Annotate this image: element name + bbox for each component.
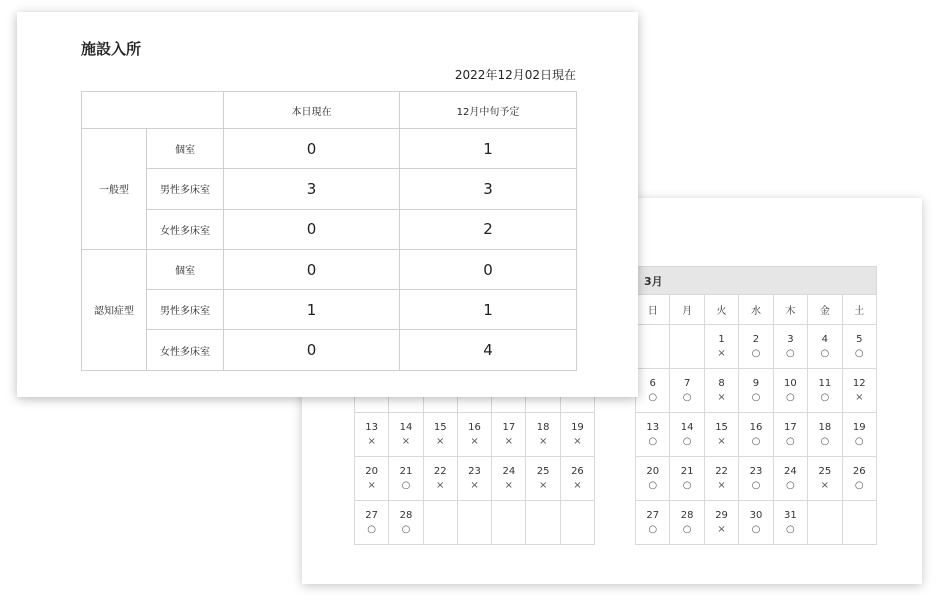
calendar-day-cell bbox=[423, 457, 457, 501]
calendar-day-cell bbox=[739, 369, 773, 413]
today-count: 3 bbox=[224, 169, 400, 209]
calendar-day-cell bbox=[526, 501, 560, 545]
day-number: 22 bbox=[433, 466, 447, 477]
day-number: 22 bbox=[715, 466, 728, 477]
calendar-week-row bbox=[355, 457, 595, 501]
calendar-day-cell bbox=[492, 413, 526, 457]
day-number: 20 bbox=[646, 466, 660, 477]
day-number: 26 bbox=[571, 466, 584, 477]
calendar-day-cell bbox=[389, 457, 423, 501]
availability-mark: ○ bbox=[820, 436, 830, 447]
day-number: 30 bbox=[749, 510, 763, 521]
table-row bbox=[82, 330, 577, 370]
calendar-day-cell bbox=[739, 457, 773, 501]
table-header-row bbox=[82, 92, 577, 129]
calendar-day-cell bbox=[704, 369, 738, 413]
calendar-day-cell bbox=[355, 413, 389, 457]
calendar-day-cell bbox=[355, 501, 389, 545]
availability-mark: × bbox=[820, 480, 830, 491]
calendar-day-cell bbox=[457, 413, 491, 457]
day-number: 2 bbox=[752, 334, 760, 345]
availability-mark: × bbox=[573, 480, 582, 491]
room-label: 男性多床室 bbox=[147, 169, 224, 209]
planned-count: 3 bbox=[400, 169, 577, 209]
availability-mark: × bbox=[436, 436, 445, 447]
availability-mark: ○ bbox=[751, 348, 761, 359]
calendar-day-cell bbox=[704, 501, 738, 545]
availability-mark: ○ bbox=[854, 480, 864, 491]
calendar-week-row bbox=[636, 457, 877, 501]
table-row bbox=[82, 290, 577, 330]
room-label: 個室 bbox=[147, 249, 224, 289]
availability-mark: ○ bbox=[648, 480, 658, 491]
day-number: 13 bbox=[646, 422, 660, 433]
availability-mark: × bbox=[717, 348, 726, 359]
calendar-day-cell bbox=[670, 369, 704, 413]
weekday-tue: 火 bbox=[704, 295, 738, 325]
calendar-day-cell bbox=[704, 457, 738, 501]
availability-mark: ○ bbox=[786, 392, 795, 403]
calendar-day-cell bbox=[423, 413, 457, 457]
availability-mark: ○ bbox=[786, 524, 795, 535]
calendar-day-cell bbox=[423, 501, 457, 545]
calendar-day-cell bbox=[842, 413, 876, 457]
room-label: 個室 bbox=[147, 129, 224, 169]
header-corner bbox=[82, 92, 224, 129]
calendar-day-cell bbox=[389, 501, 423, 545]
calendar-day-cell bbox=[670, 325, 704, 369]
calendar-day-cell bbox=[560, 501, 594, 545]
availability-mark: × bbox=[470, 480, 479, 491]
day-number: 15 bbox=[715, 422, 728, 433]
calendar-day-cell bbox=[389, 413, 423, 457]
calendar-day-cell bbox=[704, 413, 738, 457]
calendar-day-cell bbox=[773, 325, 807, 369]
group-label: 一般型 bbox=[82, 129, 147, 250]
day-number: 3 bbox=[787, 334, 794, 345]
calendar-day-cell bbox=[670, 501, 704, 545]
occupancy-table bbox=[81, 91, 577, 371]
availability-mark: ○ bbox=[648, 436, 658, 447]
calendar-day-cell bbox=[739, 501, 773, 545]
calendar-week-row bbox=[355, 413, 595, 457]
day-number: 18 bbox=[536, 422, 550, 433]
calendar-day-cell bbox=[842, 457, 876, 501]
availability-mark: ○ bbox=[682, 436, 692, 447]
today-count: 0 bbox=[224, 330, 400, 370]
day-number: 15 bbox=[433, 422, 447, 433]
calendar-day-cell bbox=[636, 369, 670, 413]
group-label: 認知症型 bbox=[82, 249, 147, 370]
day-number: 13 bbox=[365, 422, 379, 433]
as-of-date: 2022年12月02日現在 bbox=[454, 68, 576, 82]
planned-count: 0 bbox=[400, 249, 577, 289]
availability-mark: ○ bbox=[820, 348, 830, 359]
table-row bbox=[82, 129, 577, 169]
table-row bbox=[82, 209, 577, 249]
day-number: 11 bbox=[818, 378, 832, 389]
calendar-week-row bbox=[636, 369, 877, 413]
weekday-sat: 土 bbox=[842, 295, 876, 325]
table-row bbox=[82, 249, 577, 289]
calendar-day-cell bbox=[560, 413, 594, 457]
availability-mark: ○ bbox=[854, 348, 864, 359]
today-count: 1 bbox=[224, 290, 400, 330]
calendar-day-cell bbox=[636, 325, 670, 369]
availability-mark: × bbox=[401, 436, 411, 447]
day-number: 9 bbox=[752, 378, 760, 389]
calendar-day-cell bbox=[808, 457, 842, 501]
availability-mark: × bbox=[538, 480, 548, 491]
availability-mark: ○ bbox=[820, 392, 830, 403]
day-number: 14 bbox=[680, 422, 694, 433]
day-number: 27 bbox=[365, 510, 379, 521]
calendar-week-row bbox=[636, 501, 877, 545]
calendar-day-cell bbox=[457, 501, 491, 545]
day-number: 7 bbox=[683, 378, 691, 389]
calendar-day-cell bbox=[670, 413, 704, 457]
day-number: 5 bbox=[856, 334, 863, 345]
calendar-day-cell bbox=[636, 501, 670, 545]
availability-mark: × bbox=[717, 524, 726, 535]
room-label: 女性多床室 bbox=[147, 330, 224, 370]
calendar-day-cell bbox=[842, 325, 876, 369]
calendar-month-label: 3月 bbox=[636, 267, 877, 295]
calendar-march bbox=[635, 266, 877, 545]
calendar-week-row bbox=[355, 501, 595, 545]
day-number: 31 bbox=[784, 510, 797, 521]
facility-card bbox=[17, 12, 638, 397]
availability-mark: ○ bbox=[854, 436, 864, 447]
availability-mark: ○ bbox=[751, 392, 761, 403]
availability-mark: ○ bbox=[751, 524, 761, 535]
calendar-day-cell bbox=[560, 457, 594, 501]
planned-count: 2 bbox=[400, 209, 577, 249]
calendar-week-row bbox=[636, 325, 877, 369]
weekday-mon: 月 bbox=[670, 295, 704, 325]
calendar-mar-body bbox=[636, 325, 877, 545]
day-number: 23 bbox=[749, 466, 763, 477]
today-count: 0 bbox=[224, 249, 400, 289]
calendar-day-cell bbox=[355, 457, 389, 501]
availability-mark: × bbox=[717, 480, 726, 491]
day-number: 8 bbox=[718, 378, 725, 389]
day-number: 16 bbox=[749, 422, 763, 433]
day-number: 17 bbox=[502, 422, 516, 433]
day-number: 28 bbox=[680, 510, 694, 521]
day-number: 21 bbox=[399, 466, 413, 477]
day-number: 20 bbox=[365, 466, 379, 477]
availability-mark: × bbox=[470, 436, 479, 447]
planned-count: 1 bbox=[400, 129, 577, 169]
header-today: 本日現在 bbox=[224, 92, 400, 129]
availability-mark: ○ bbox=[786, 480, 795, 491]
availability-mark: ○ bbox=[682, 480, 692, 491]
availability-mark: × bbox=[436, 480, 445, 491]
availability-mark: × bbox=[717, 392, 726, 403]
weekday-fri: 金 bbox=[808, 295, 842, 325]
day-number: 23 bbox=[468, 466, 481, 477]
day-number: 10 bbox=[784, 378, 797, 389]
calendar-day-cell bbox=[457, 457, 491, 501]
day-number: 28 bbox=[399, 510, 413, 521]
table-row bbox=[82, 169, 577, 209]
availability-mark: × bbox=[504, 480, 514, 491]
availability-mark: × bbox=[717, 436, 726, 447]
calendar-day-cell bbox=[808, 325, 842, 369]
page-title: 施設入所 bbox=[81, 40, 142, 58]
availability-mark: ○ bbox=[786, 348, 795, 359]
calendar-day-cell bbox=[704, 325, 738, 369]
weekday-thu: 木 bbox=[773, 295, 807, 325]
availability-mark: ○ bbox=[648, 524, 658, 535]
room-label: 男性多床室 bbox=[147, 290, 224, 330]
availability-mark: × bbox=[504, 436, 514, 447]
calendar-day-cell bbox=[636, 457, 670, 501]
calendar-day-cell bbox=[773, 457, 807, 501]
availability-mark: ○ bbox=[786, 436, 795, 447]
today-count: 0 bbox=[224, 129, 400, 169]
day-number: 24 bbox=[784, 466, 797, 477]
calendar-day-cell bbox=[808, 369, 842, 413]
weekday-wed: 水 bbox=[739, 295, 773, 325]
planned-count: 4 bbox=[400, 330, 577, 370]
calendar-day-cell bbox=[526, 413, 560, 457]
calendar-day-cell bbox=[739, 325, 773, 369]
availability-mark: ○ bbox=[401, 524, 411, 535]
weekday-header-row bbox=[636, 295, 877, 325]
availability-mark: ○ bbox=[367, 524, 377, 535]
occupancy-table-body bbox=[82, 129, 577, 371]
day-number: 19 bbox=[571, 422, 584, 433]
calendar-day-cell bbox=[773, 369, 807, 413]
calendar-day-cell bbox=[842, 501, 876, 545]
calendar-day-cell bbox=[492, 457, 526, 501]
day-number: 25 bbox=[536, 466, 550, 477]
day-number: 21 bbox=[680, 466, 694, 477]
weekday-sun: 日 bbox=[636, 295, 670, 325]
calendar-day-cell bbox=[636, 413, 670, 457]
availability-mark: × bbox=[855, 392, 864, 403]
day-number: 17 bbox=[784, 422, 797, 433]
availability-mark: × bbox=[367, 480, 376, 491]
day-number: 19 bbox=[852, 422, 866, 433]
day-number: 4 bbox=[821, 334, 828, 345]
calendar-day-cell bbox=[773, 501, 807, 545]
availability-mark: × bbox=[367, 436, 376, 447]
calendar-day-cell bbox=[842, 369, 876, 413]
planned-count: 1 bbox=[400, 290, 577, 330]
calendar-day-cell bbox=[808, 413, 842, 457]
day-number: 6 bbox=[649, 378, 656, 389]
day-number: 26 bbox=[852, 466, 866, 477]
availability-mark: × bbox=[573, 436, 582, 447]
availability-mark: ○ bbox=[751, 480, 761, 491]
day-number: 16 bbox=[468, 422, 481, 433]
day-number: 18 bbox=[818, 422, 832, 433]
availability-mark: ○ bbox=[751, 436, 761, 447]
day-number: 12 bbox=[852, 378, 866, 389]
availability-mark: ○ bbox=[682, 392, 692, 403]
day-number: 27 bbox=[646, 510, 660, 521]
availability-mark: ○ bbox=[401, 480, 411, 491]
availability-mark: ○ bbox=[682, 524, 692, 535]
day-number: 25 bbox=[818, 466, 832, 477]
day-number: 24 bbox=[502, 466, 516, 477]
header-planned: 12月中旬予定 bbox=[400, 92, 577, 129]
calendar-day-cell bbox=[773, 413, 807, 457]
availability-mark: × bbox=[538, 436, 548, 447]
calendar-day-cell bbox=[670, 457, 704, 501]
day-number: 1 bbox=[718, 334, 725, 345]
room-label: 女性多床室 bbox=[147, 209, 224, 249]
calendar-day-cell bbox=[739, 413, 773, 457]
day-number: 14 bbox=[399, 422, 413, 433]
availability-mark: ○ bbox=[648, 392, 658, 403]
calendar-day-cell bbox=[808, 501, 842, 545]
day-number: 29 bbox=[715, 510, 728, 521]
today-count: 0 bbox=[224, 209, 400, 249]
calendar-week-row bbox=[636, 413, 877, 457]
calendar-day-cell bbox=[492, 501, 526, 545]
calendar-day-cell bbox=[526, 457, 560, 501]
